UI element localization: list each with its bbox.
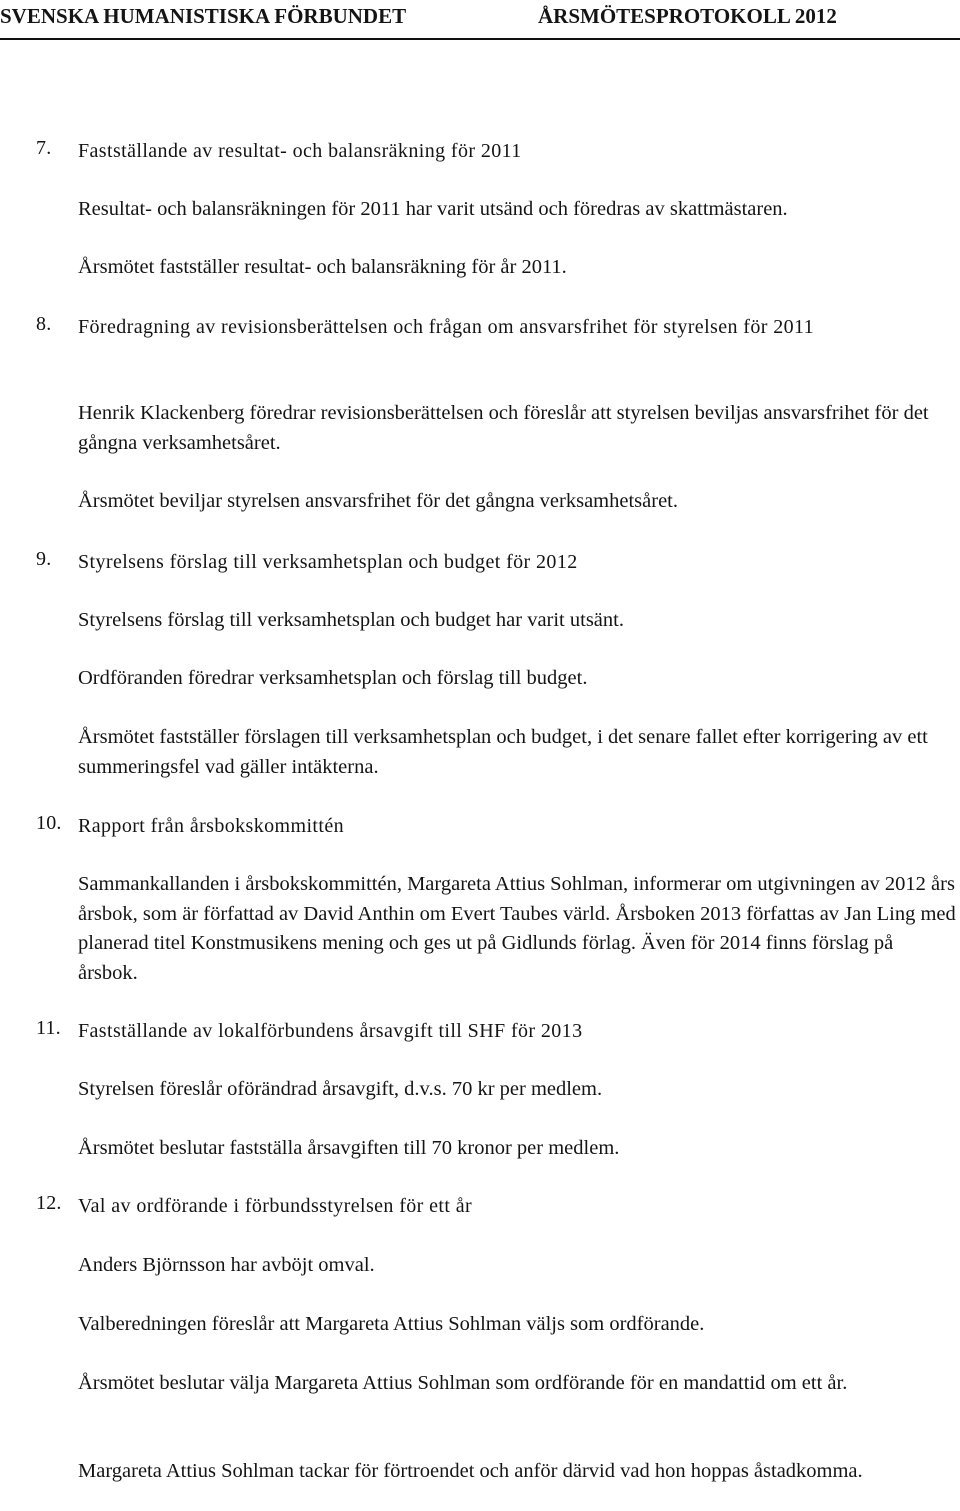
paragraph: Årsmötet beslutar välja Margareta Attius Sohlman som ordförande för en mandattid om ett år. [78, 1372, 848, 1394]
paragraph: Henrik Klackenberg föredrar revisionsberättelsen och föreslår att styrelsen beviljas ansvarsfrihet för det gångna verksamhetsåret. [78, 402, 929, 454]
item-number: 11. [36, 1017, 61, 1039]
paragraph: Resultat- och balansräkningen för 2011 har varit utsänd och föredras av skattmästaren. [78, 198, 788, 220]
paragraph: Sammankallanden i årsbokskommittén, Margareta Attius Sohlman, informerar om utgivningen av 2012 års årsbok, som är författad av David Anthin om Evert Taubes värld. Årsboken 2013 författas av Jan Ling med planerad titel Konstmusikens mening och ges ut på Gidlunds förlag. Även för 2014 finns förslag på årsbok. [78, 873, 956, 984]
paragraph: Styrelsen föreslår oförändrad årsavgift, d.v.s. 70 kr per medlem. [78, 1078, 603, 1100]
paragraph: Valberedningen föreslår att Margareta Attius Sohlman väljs som ordförande. [78, 1313, 705, 1335]
item-number: 12. [36, 1192, 62, 1214]
paragraph: Årsmötet beslutar fastställa årsavgiften till 70 kronor per medlem. [78, 1137, 620, 1159]
paragraph: Ordföranden föredrar verksamhetsplan och förslag till budget. [78, 667, 588, 689]
item-title: Styrelsens förslag till verksamhetsplan och budget för 2012 [78, 551, 578, 573]
paragraph: Årsmötet fastställer resultat- och balansräkning för år 2011. [78, 256, 567, 278]
organization-name: SVENSKA HUMANISTISKA FÖRBUNDET [0, 4, 407, 28]
paragraph: Margareta Attius Sohlman tackar för förtroendet och anför därvid vad hon hoppas åstadkomma. [78, 1460, 863, 1482]
item-number: 7. [36, 137, 52, 159]
paragraph: Styrelsens förslag till verksamhetsplan och budget har varit utsänt. [78, 609, 624, 631]
page-header [0, 4, 960, 34]
paragraph: Anders Björnsson har avböjt omval. [78, 1254, 375, 1276]
paragraph: Årsmötet beviljar styrelsen ansvarsfrihet för det gångna verksamhetsåret. [78, 490, 678, 512]
item-title: Val av ordförande i förbundsstyrelsen för ett år [78, 1195, 473, 1217]
item-number: 8. [36, 313, 52, 335]
header-divider [0, 38, 960, 40]
item-number: 10. [36, 812, 62, 834]
paragraph: Årsmötet fastställer förslagen till verksamhetsplan och budget, i det senare fallet efter korrigering av ett summeringsfel vad gäller intäkterna. [78, 726, 928, 778]
item-title: Rapport från årsbokskommittén [78, 815, 344, 837]
document-title: ÅRSMÖTESPROTOKOLL 2012 [538, 4, 837, 28]
item-title: Fastställande av resultat- och balansräkning för 2011 [78, 140, 522, 162]
item-title: Föredragning av revisionsberättelsen och frågan om ansvarsfrihet för styrelsen för 2011 [78, 316, 815, 338]
item-number: 9. [36, 548, 52, 570]
item-title: Fastställande av lokalförbundens årsavgift till SHF för 2013 [78, 1020, 583, 1042]
